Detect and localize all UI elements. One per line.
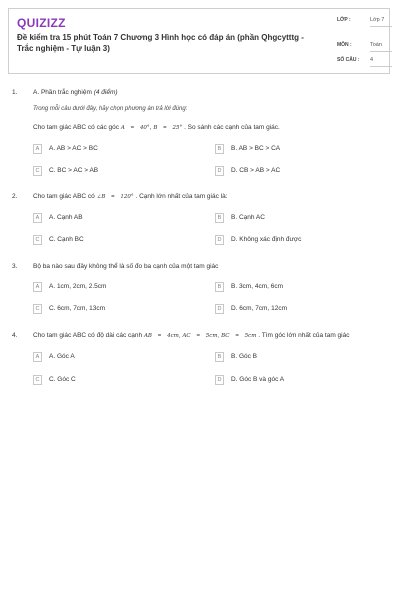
- math-side-bc: BC: [221, 333, 230, 339]
- option-letter-box: A: [33, 352, 42, 362]
- math-equals: =: [130, 125, 135, 131]
- question-text-start: Cho tam giác ABC có độ dài các cạnh: [33, 332, 143, 339]
- option-text: D. Không xác định được: [231, 236, 302, 243]
- math-side-ab: AB: [143, 333, 152, 339]
- question-text-end: . So sánh các cạnh của tam giác.: [184, 124, 280, 131]
- question-text-start: Cho tam giác ABC có các góc: [33, 124, 119, 131]
- option-letter-box: D: [215, 235, 224, 245]
- worksheet-title: Đề kiểm tra 15 phút Toán 7 Chương 3 Hình học có đáp án (phần Qhgcytttg - Trắc nghiệm - Tự luận 3): [17, 33, 304, 53]
- class-value: Lớp 7: [370, 16, 392, 27]
- option-text: D. 6cm, 7cm, 12cm: [231, 305, 287, 312]
- option-letter-box: D: [215, 304, 224, 314]
- question-number: 2.: [12, 193, 18, 200]
- option-letter-box: A: [33, 213, 42, 223]
- option-text: A. 1cm, 2cm, 2.5cm: [49, 283, 107, 290]
- question-count-value: 4: [370, 56, 392, 67]
- question-count-label: SỐ CÂU :: [337, 57, 360, 63]
- section-heading-text: A. Phần trắc nghiệm: [33, 89, 92, 96]
- option-letter-box: D: [215, 166, 224, 176]
- question-text-start: Cho tam giác ABC có: [33, 193, 95, 200]
- option-letter-box: A: [33, 144, 42, 154]
- math-angle-a: A: [120, 125, 125, 131]
- instruction-text: Trong mỗi câu dưới đây, hãy chọn phương án trả lời đúng:: [33, 106, 188, 112]
- math-value-ac: 5cm,: [205, 333, 220, 339]
- question-text: Bộ ba nào sau đây không thể là số đo ba cạnh của một tam giác: [33, 263, 219, 270]
- question-text-end: . Cạnh lớn nhất của tam giác là:: [135, 193, 228, 200]
- option-letter-box: B: [215, 352, 224, 362]
- option-text: D. CB > AB > AC: [231, 167, 281, 174]
- option-text: D. Góc B và góc A: [231, 376, 285, 383]
- option-letter-box: A: [33, 282, 42, 292]
- quizizz-logo: QUIZIZZ: [17, 16, 66, 30]
- subject-value: Toán: [370, 41, 392, 52]
- question-text-end: . Tìm góc lớn nhất của tam giác: [258, 332, 350, 339]
- option-text: B. Cạnh AC: [231, 214, 265, 221]
- option-text: C. Cạnh BC: [49, 236, 84, 243]
- math-angle-b: ∠B: [96, 194, 106, 200]
- math-angle-b: B: [153, 125, 158, 131]
- option-letter-box: B: [215, 213, 224, 223]
- math-equals: =: [157, 333, 162, 339]
- math-equals: =: [111, 194, 115, 200]
- option-letter-box: C: [33, 304, 42, 314]
- math-equals: =: [163, 125, 167, 131]
- question-text: Cho tam giác ABC có các góc A = 40°, B = 25° . So sánh các cạnh của tam giác.: [33, 124, 280, 131]
- subject-label: MÔN :: [337, 42, 352, 48]
- math-side-ac: AC: [182, 333, 191, 339]
- option-letter-box: C: [33, 166, 42, 176]
- question-text: [33, 332, 349, 339]
- question-number: 1.: [12, 89, 18, 96]
- class-label: LỚP :: [337, 17, 351, 23]
- option-letter-box: C: [33, 375, 42, 385]
- section-heading: [33, 89, 118, 96]
- math-value-b: 25°: [172, 125, 183, 131]
- section-heading-points: (4 điểm): [93, 89, 118, 96]
- option-text: A. Cạnh AB: [49, 214, 83, 221]
- math-value-a: 40°: [139, 125, 150, 131]
- option-letter-box: D: [215, 375, 224, 385]
- option-text: B. Góc B: [231, 353, 258, 360]
- option-text: A. Góc A: [49, 353, 75, 360]
- question-text: [33, 193, 228, 200]
- option-letter-box: B: [215, 282, 224, 292]
- math-value-b: 120°: [120, 194, 134, 200]
- math-value-ab: 4cm,: [167, 333, 181, 339]
- question-number: 3.: [12, 263, 18, 270]
- option-text: B. AB > BC > CA: [231, 145, 281, 152]
- option-text: C. BC > AC > AB: [49, 167, 99, 174]
- math-value-bc: 5cm: [244, 333, 257, 339]
- option-text: C. 6cm, 7cm, 13cm: [49, 305, 105, 312]
- option-text: B. 3cm, 4cm, 6cm: [231, 283, 284, 290]
- math-equals: =: [196, 333, 200, 339]
- question-number: 4.: [12, 332, 18, 339]
- option-letter-box: C: [33, 235, 42, 245]
- option-text: A. AB > AC > BC: [49, 145, 98, 152]
- option-letter-box: B: [215, 144, 224, 154]
- math-equals: =: [235, 333, 239, 339]
- worksheet-header: [8, 8, 390, 74]
- option-text: C. Góc C: [49, 376, 76, 383]
